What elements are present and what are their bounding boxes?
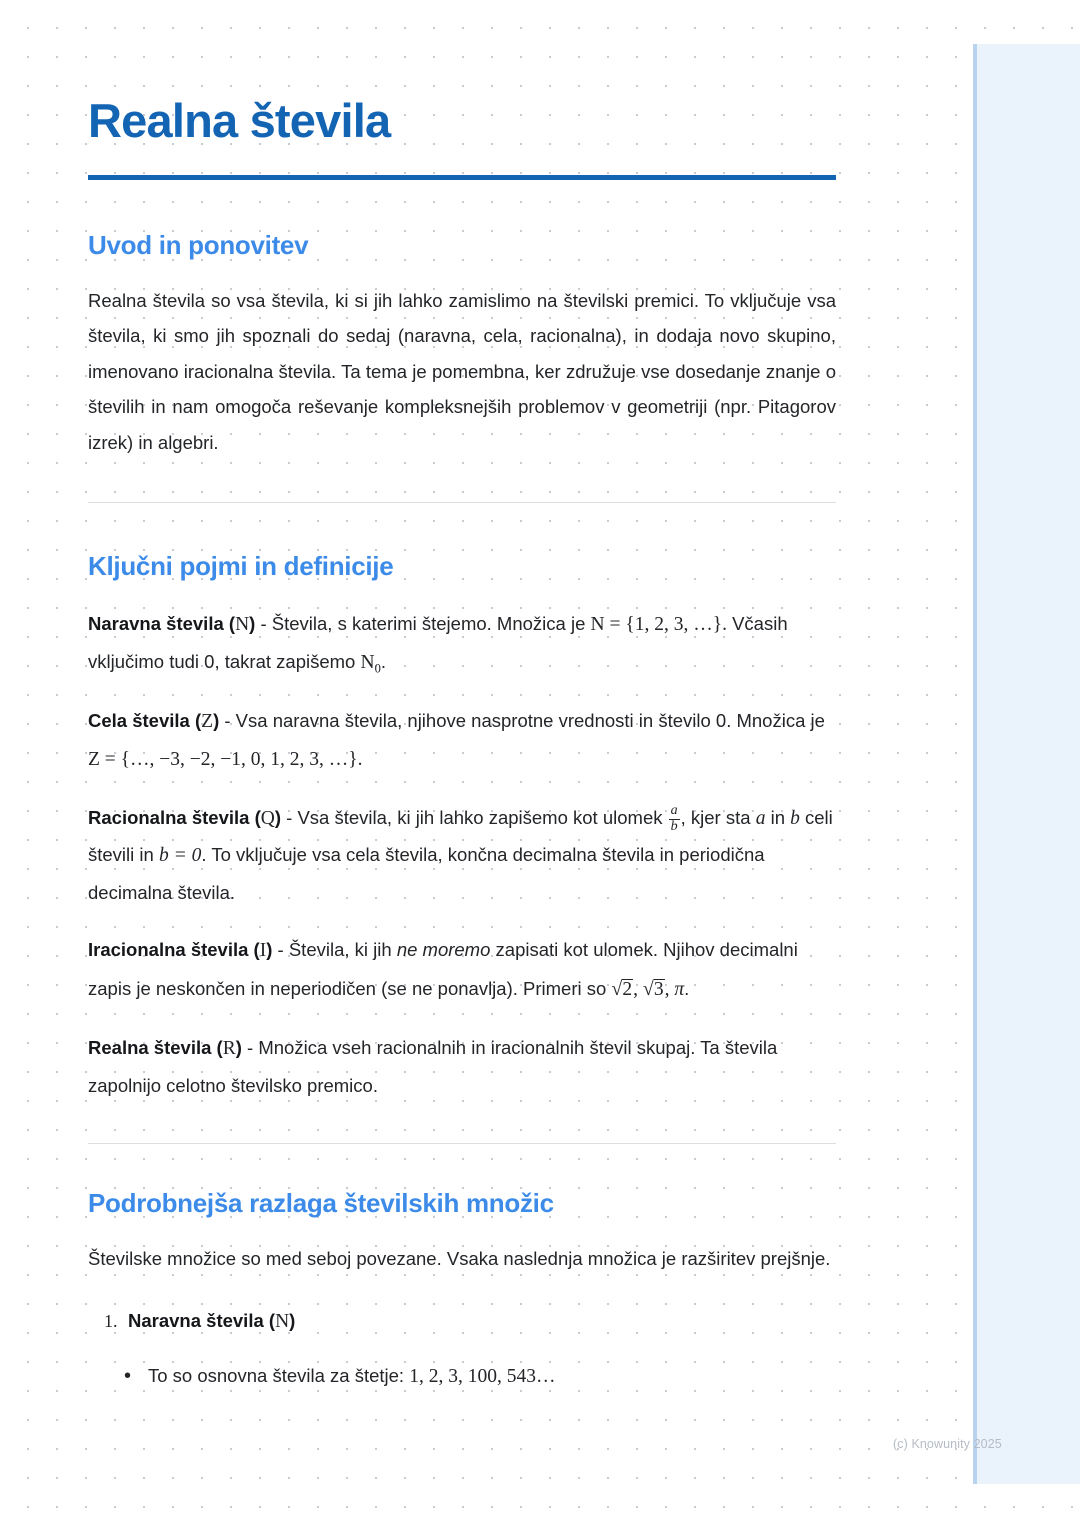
term-symbol: Z [201,711,214,733]
condition-expression: b = 0 [158,845,202,867]
list-item-symbol: N [275,1310,290,1332]
term-symbol: R [222,1038,236,1060]
bullet-text: To so osnovna števila za štetje: [148,1364,410,1386]
fraction-denominator: b [670,818,678,834]
sqrt-3: √3 [642,977,664,1000]
term-text-3: . [380,650,386,672]
term-text-4: celi števili in [88,806,833,866]
section-heading-intro: Uvod in ponovitev [88,229,309,260]
term-set-notation: Z = {…, −3, −2, −1, 0, 1, 2, 3, …}. [88,748,363,770]
sqrt-2: √2 [611,977,633,1000]
term-text-3: in [765,806,791,828]
footer-watermark: (c) Knowunity 2025 [893,1437,1002,1451]
margin-accent-rule [973,44,977,1484]
term-text-5: . To vključuje vsa cela števila, končna decimalna števila in periodična decimalna števila. [88,844,765,903]
term-name: Naravna števila [88,613,224,635]
term-symbol-n0-base: N [360,651,375,673]
section-heading-detail: Podrobnejša razlaga številskih množic [88,1188,554,1219]
term-text-2: , kjer sta [680,806,756,828]
sqrt-3-radicand: 3 [653,978,664,1000]
term-realna-stevila: Realna števila (R) - Množica vseh racionalnih in iracionalnih števil skupaj. Ta števila zapolnijo celotno številsko premico. [88,1037,778,1096]
term-symbol-n0-sub: 0 [374,661,381,676]
term-emphasis: ne moremo [396,939,491,961]
term-text-2: zapisati kot ulomek. Njihov decimalni zapis je neskončen in neperiodičen (se ne ponavlja). Primeri so [88,939,798,999]
term-text: - Števila, ki jih [272,939,397,961]
list-item-name: Naravna števila [128,1309,264,1331]
term-set-notation: N = {1, 2, 3, …}. [590,614,727,636]
numbered-list [88,1303,836,1340]
term-text-2: Včasih vključimo tudi 0, takrat zapišemo [88,613,788,672]
pi-symbol: π [674,978,685,1000]
term-symbol: I [259,940,267,962]
term-symbol: N [235,614,250,636]
fraction-a-over-b [669,804,680,835]
term-racionalna-stevila: Racionalna števila (Q) - Vsa števila, ki jih lahko zapišemo kot ulomek $\frac{a}{b}$ , kjer sta a in b celi števili in b = 0. To vključuje vsa cela števila, končna decimalna števila in periodična decimalna števila. [88,803,833,903]
term-name: Cela števila [88,710,190,732]
term-text-3: . [684,977,690,999]
variable-b: b [790,807,800,829]
term-symbol: Q [260,807,275,829]
term-name: Realna števila [88,1037,212,1059]
term-text: - Vsa števila, ki jih lahko zapišemo kot ulomek [281,806,668,828]
intro-paragraph: Realna števila so vsa števila, ki si jih lahko zamislimo na številski premici. To vključuje vsa števila, ki smo jih spoznali do sedaj (naravna, cela, racionalna), in dodaja novo skupino, imenovano iracionalna števila. Ta tema je pomembna, ker združuje vse dosedanje znanje o številih in nam omogoča reševanje kompleksnejših problemov v geometriji (npr. Pitagorov izrek) in algebri. [88,289,836,453]
detail-paragraph: Številske množice so med seboj povezane. Vsaka naslednja množica je razširitev prejšnje. [88,1248,831,1270]
term-name: Iracionalna števila [88,939,249,961]
right-margin-band [973,44,1080,1484]
bullet-list [88,1358,836,1395]
section-heading-key-terms: Ključni pojmi in definicije [88,551,394,582]
bullet-math-sequence: 1, 2, 3, 100, 543… [409,1365,556,1387]
term-cela-stevila: Cela števila (Z) - Vsa naravna števila, njihove nasprotne vrednosti in število 0. Množica je Z = {…, −3, −2, −1, 0, 1, 2, 3, …}. [88,710,825,770]
term-text: - Vsa naravna števila, njihove nasprotne vrednosti in število 0. Množica je [219,710,825,732]
term-text: - Števila, s katerimi štejemo. Množica je [255,613,591,635]
variable-a: a [755,807,766,829]
term-naravna-stevila: Naravna števila (N) - Števila, s katerimi štejemo. Množica je N = {1, 2, 3, …}. Včasih vključimo tudi 0, takrat zapišemo $N_0$. [88,613,788,676]
page-title: Realna števila [88,94,391,147]
sqrt-2-radicand: 2 [622,978,633,1000]
list-item: 1. Naravna števila (N) [122,1303,836,1340]
term-iracionalna-stevila: Iracionalna števila (I) - Števila, ki jih ne moremo zapisati kot ulomek. Njihov decimalni zapis je neskončen in neperiodičen (se ne ponavlja). Primeri so √2, √3, π. [88,939,798,1000]
document-content [88,0,836,1395]
term-text: - Množica vseh racionalnih in iracionalnih števil skupaj. Ta števila zapolnijo celotno številsko premico. [88,1037,778,1096]
fraction-numerator: a [670,803,678,818]
list-item [124,1358,836,1395]
term-name: Racionalna števila [88,806,250,828]
